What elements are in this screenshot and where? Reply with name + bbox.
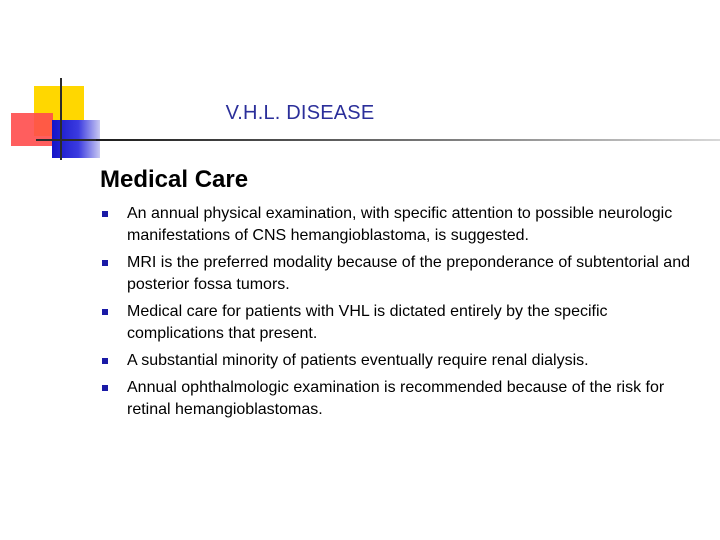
- bullet-text: An annual physical examination, with specific attention to possible neurologic manifestations of CNS hemangioblastoma, is suggested.: [127, 205, 673, 244]
- section-heading: Medical Care: [100, 166, 249, 193]
- bullet-item: [100, 350, 690, 372]
- bullet-text: Annual ophthalmologic examination is recommended because of the risk for retinal hemangioblastomas.: [127, 379, 665, 418]
- slide-title: V.H.L. DISEASE: [225, 102, 375, 124]
- logo-red-square: [11, 113, 53, 146]
- bullet-square-icon: [102, 358, 108, 364]
- bullet-text: Medical care for patients with VHL is dictated entirely by the specific complications that present.: [127, 303, 608, 342]
- logo-vertical-line: [60, 78, 62, 160]
- bullet-square-icon: [102, 385, 108, 391]
- bullet-item: [100, 301, 690, 345]
- bullet-square-icon: [102, 309, 108, 315]
- bullet-item: [100, 203, 690, 247]
- bullet-item: [100, 252, 690, 296]
- bullet-item: [100, 377, 690, 421]
- title-divider: [96, 139, 720, 141]
- bullet-list: [100, 203, 690, 426]
- logo-horizontal-line: [36, 139, 96, 141]
- bullet-square-icon: [102, 211, 108, 217]
- bullet-text: A substantial minority of patients eventually require renal dialysis.: [127, 352, 589, 369]
- bullet-square-icon: [102, 260, 108, 266]
- bullet-text: MRI is the preferred modality because of the preponderance of subtentorial and posterior fossa tumors.: [127, 254, 690, 293]
